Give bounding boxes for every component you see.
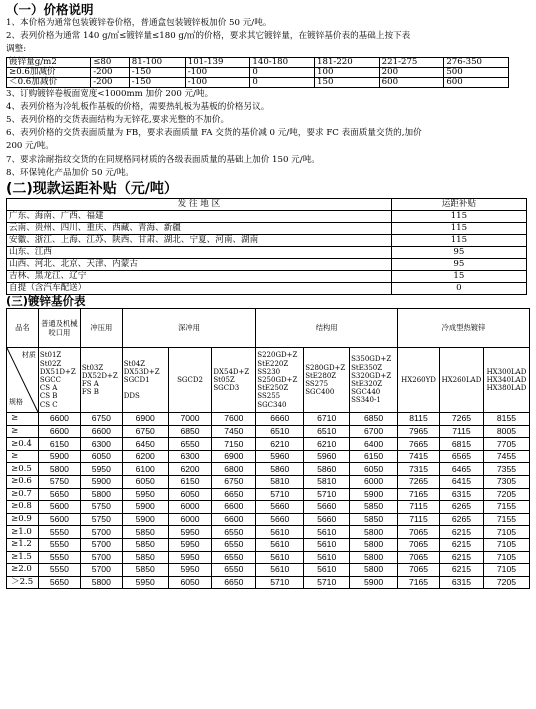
- thickness-cell: ＞2.5: [7, 576, 39, 589]
- price-row: [7, 438, 530, 451]
- price-cell: 7965: [398, 425, 440, 438]
- price-cell: 6215: [439, 526, 483, 539]
- price-row: [7, 576, 530, 589]
- price-row: [7, 450, 530, 463]
- material-cell: St03Z DX52D+Z FS A FS B: [80, 348, 122, 413]
- price-cell: 6550: [212, 564, 256, 577]
- price-cell: 7205: [483, 488, 529, 501]
- price-cell: 6550: [212, 551, 256, 564]
- price-cell: 6000: [350, 476, 398, 489]
- price-cell: 5660: [256, 513, 304, 526]
- price-cell: 6265: [439, 501, 483, 514]
- price-cell: 5700: [80, 526, 122, 539]
- price-cell: 7165: [398, 576, 440, 589]
- price-cell: 5800: [38, 463, 80, 476]
- freight-row: [7, 247, 527, 259]
- price-cell: 8155: [483, 413, 529, 426]
- thickness-cell: ≥: [7, 413, 39, 426]
- price-cell: 6750: [212, 476, 256, 489]
- thickness-cell: ≥: [7, 450, 39, 463]
- material-label: 材质: [21, 351, 36, 360]
- price-cell: 6210: [304, 438, 350, 451]
- material-cell: DX54D+Z St05Z SGCD3: [212, 348, 256, 413]
- price-cell: 7265: [439, 413, 483, 426]
- price-cell: 6650: [212, 576, 256, 589]
- freight-header-row: [7, 199, 527, 211]
- zinc-adjustment-table: [6, 57, 509, 88]
- price-cell: 5710: [256, 576, 304, 589]
- price-cell: 5610: [256, 551, 304, 564]
- price-cell: 7065: [398, 538, 440, 551]
- price-cell: 5610: [304, 551, 350, 564]
- price-cell: 6750: [122, 425, 168, 438]
- subsidy-cell: 115: [391, 223, 526, 235]
- price-cell: 5900: [80, 476, 122, 489]
- note-line: 4、表列价格为冷轧板作基板的价格，需要热轧板为基板的价格另议。: [6, 101, 270, 112]
- price-cell: 5710: [256, 488, 304, 501]
- price-cell: 5900: [38, 450, 80, 463]
- price-cell: 6215: [439, 564, 483, 577]
- price-cell: 5810: [304, 476, 350, 489]
- price-cell: 6600: [212, 513, 256, 526]
- note-line: 调整:: [6, 44, 27, 55]
- price-cell: 7665: [398, 438, 440, 451]
- price-cell: 6465: [439, 463, 483, 476]
- freight-row: [7, 259, 527, 271]
- price-cell: 5800: [80, 488, 122, 501]
- zinc-cell: ＜0.6加减价: [7, 77, 91, 87]
- thickness-cell: ≥0.7: [7, 488, 39, 501]
- zinc-cell: -100: [185, 67, 250, 77]
- price-cell: 5950: [168, 551, 212, 564]
- price-cell: 7155: [483, 501, 529, 514]
- price-cell: 6400: [350, 438, 398, 451]
- base-price-table: [6, 308, 530, 589]
- section3-title: (三)镀锌基价表: [6, 294, 86, 309]
- region-cell: 山西、河北、北京、天津、内蒙古: [7, 259, 392, 271]
- price-cell: 5750: [80, 513, 122, 526]
- price-cell: 6315: [439, 488, 483, 501]
- price-row: [7, 538, 530, 551]
- structural-header: 结构用: [256, 309, 398, 348]
- price-row: [7, 551, 530, 564]
- price-cell: 7450: [212, 425, 256, 438]
- price-cell: 6300: [80, 438, 122, 451]
- price-row: [7, 413, 530, 426]
- spec-label: 规格: [9, 397, 23, 406]
- region-cell: 自提（含汽车配送）: [7, 283, 392, 295]
- region-cell: 吉林、黑龙江、辽宁: [7, 271, 392, 283]
- price-cell: 6550: [212, 526, 256, 539]
- price-row: [7, 564, 530, 577]
- material-cell: St04Z DX53D+Z SGCD1 DDS: [122, 348, 168, 413]
- general-use-header: 普通及机械咬口用: [38, 309, 80, 348]
- note-line: 8、环保钝化产品加价 50 元/吨。: [6, 167, 134, 178]
- material-cell: SGCD2: [168, 348, 212, 413]
- price-cell: 7065: [398, 564, 440, 577]
- price-cell: 5660: [304, 513, 350, 526]
- price-cell: 5700: [80, 564, 122, 577]
- region-cell: 安徽、浙江、上海、江苏、陕西、甘肃、湖北、宁夏、河南、湖南: [7, 235, 392, 247]
- price-cell: 5600: [38, 501, 80, 514]
- price-cell: 5660: [256, 501, 304, 514]
- zinc-cell: -200: [91, 77, 130, 87]
- price-cell: 7315: [398, 463, 440, 476]
- price-cell: 7105: [483, 551, 529, 564]
- price-cell: 5850: [122, 564, 168, 577]
- price-cell: 5950: [80, 463, 122, 476]
- price-cell: 6900: [212, 450, 256, 463]
- price-cell: 5850: [122, 538, 168, 551]
- price-cell: 6200: [168, 463, 212, 476]
- section2-title: (二)现款运距补贴（元/吨）: [6, 181, 178, 198]
- region-header: 发 往 地 区: [7, 199, 392, 211]
- price-header-row: [7, 309, 530, 348]
- subsidy-cell: 95: [391, 259, 526, 271]
- region-cell: 山东、江西: [7, 247, 392, 259]
- price-cell: 6050: [168, 488, 212, 501]
- price-cell: 6050: [350, 463, 398, 476]
- freight-row: [7, 235, 527, 247]
- price-cell: 5900: [350, 488, 398, 501]
- material-row: [7, 348, 530, 413]
- price-cell: 6200: [122, 450, 168, 463]
- price-cell: 6150: [38, 438, 80, 451]
- price-cell: 5610: [256, 526, 304, 539]
- section1-title: （一）价格说明: [6, 2, 94, 17]
- price-cell: 5800: [350, 526, 398, 539]
- price-cell: 6800: [212, 463, 256, 476]
- price-cell: 6550: [168, 438, 212, 451]
- price-cell: 5610: [304, 538, 350, 551]
- price-cell: 7115: [439, 425, 483, 438]
- material-cell: S350GD+Z StE350Z S320GD+Z StE320Z SGC440 SS340-1: [350, 348, 398, 413]
- freight-row: [7, 211, 527, 223]
- price-cell: 5550: [38, 538, 80, 551]
- material-cell: S280GD+Z StE280Z SS275 SGC400: [304, 348, 350, 413]
- price-cell: 6050: [122, 476, 168, 489]
- price-cell: 7355: [483, 463, 529, 476]
- price-cell: 5960: [304, 450, 350, 463]
- price-cell: 7705: [483, 438, 529, 451]
- freight-row: [7, 283, 527, 295]
- price-cell: 6600: [212, 501, 256, 514]
- note-line: 200 元/吨。: [6, 141, 54, 152]
- price-cell: 5800: [80, 576, 122, 589]
- thickness-cell: ≥: [7, 425, 39, 438]
- zinc-cell: 600: [379, 77, 444, 87]
- price-cell: 6850: [350, 413, 398, 426]
- price-cell: 5860: [304, 463, 350, 476]
- price-cell: 5850: [350, 513, 398, 526]
- price-cell: 5750: [38, 476, 80, 489]
- price-cell: 7000: [168, 413, 212, 426]
- price-cell: 7265: [398, 476, 440, 489]
- subsidy-cell: 95: [391, 247, 526, 259]
- price-cell: 6660: [256, 413, 304, 426]
- deep-drawing-header: 深冲用: [122, 309, 256, 348]
- material-cell: S220GD+Z StE220Z SS230 S250GD+Z StE250Z SS255 SGC340: [256, 348, 304, 413]
- zinc-header-cell: 221-275: [379, 57, 444, 67]
- zinc-cell: ≥0.6加减价: [7, 67, 91, 77]
- price-cell: 5950: [168, 564, 212, 577]
- price-cell: 5700: [80, 551, 122, 564]
- thickness-cell: ≥0.9: [7, 513, 39, 526]
- subsidy-cell: 0: [391, 283, 526, 295]
- price-cell: 7065: [398, 551, 440, 564]
- price-cell: 5900: [350, 576, 398, 589]
- zinc-cell: -200: [91, 67, 130, 77]
- price-cell: 6315: [439, 576, 483, 589]
- price-cell: 5950: [122, 576, 168, 589]
- price-cell: 5810: [256, 476, 304, 489]
- note-line: 1、本价格为通常包装镀锌卷价格，普通盒包装镀锌板加价 50 元/吨。: [6, 18, 272, 28]
- thickness-cell: ≥1.2: [7, 538, 39, 551]
- price-rows: [7, 413, 530, 589]
- region-cell: 云南、贵州、四川、重庆、西藏、青海、新疆: [7, 223, 392, 235]
- price-cell: 6300: [168, 450, 212, 463]
- price-cell: 5710: [304, 576, 350, 589]
- price-cell: 6600: [80, 425, 122, 438]
- section1-notes2: [6, 88, 530, 180]
- price-cell: 5950: [122, 488, 168, 501]
- subsidy-cell: 15: [391, 271, 526, 283]
- zinc-cell: 500: [444, 67, 509, 77]
- price-cell: 7205: [483, 576, 529, 589]
- price-cell: 5850: [122, 526, 168, 539]
- zinc-cell: -150: [129, 67, 185, 77]
- price-cell: 5950: [168, 538, 212, 551]
- price-cell: 6215: [439, 551, 483, 564]
- price-cell: 6050: [80, 450, 122, 463]
- price-cell: 6510: [304, 425, 350, 438]
- price-row: [7, 488, 530, 501]
- zinc-header-cell: 101-139: [185, 57, 250, 67]
- thickness-cell: ≥0.6: [7, 476, 39, 489]
- zinc-cell: 0: [250, 77, 315, 87]
- price-cell: 5610: [256, 564, 304, 577]
- price-cell: 6900: [122, 413, 168, 426]
- price-row: [7, 425, 530, 438]
- price-cell: 5610: [304, 526, 350, 539]
- price-cell: 5700: [80, 538, 122, 551]
- price-cell: 7155: [483, 513, 529, 526]
- price-cell: 5660: [304, 501, 350, 514]
- price-cell: 8005: [483, 425, 529, 438]
- freight-subsidy-table: [6, 198, 527, 295]
- price-cell: 6450: [122, 438, 168, 451]
- price-cell: 6650: [212, 488, 256, 501]
- price-cell: 6150: [168, 476, 212, 489]
- price-cell: 6850: [168, 425, 212, 438]
- thickness-cell: ≥0.4: [7, 438, 39, 451]
- price-cell: 5800: [350, 538, 398, 551]
- material-cell: St01Z St02Z DX51D+Z SGCC CS A CS B CS C: [38, 348, 80, 413]
- price-cell: 7105: [483, 564, 529, 577]
- price-cell: 6100: [122, 463, 168, 476]
- material-cell: HX260LAD: [439, 348, 483, 413]
- price-row: [7, 463, 530, 476]
- note-line: 5、表列价格的交货表面结构为无锌花,要求光整的不加价。: [6, 115, 230, 126]
- price-cell: 5550: [38, 526, 80, 539]
- zinc-header-cell: 140-180: [250, 57, 315, 67]
- zinc-header-cell: ≤80: [91, 57, 130, 67]
- price-cell: 6815: [439, 438, 483, 451]
- subsidy-header: 运距补贴: [391, 199, 526, 211]
- freight-row: [7, 271, 527, 283]
- price-cell: 6600: [38, 413, 80, 426]
- zinc-header-row: [7, 57, 509, 67]
- zinc-header-cell: 81-100: [129, 57, 185, 67]
- price-cell: 6050: [168, 576, 212, 589]
- note-line: 6、表列价格的交货表面质量为 FB，要求表面质量 FA 交货的基价减 0 元/吨，要求 FC 表面质量交货的,加价: [6, 128, 422, 139]
- price-cell: 5550: [38, 564, 80, 577]
- price-row: [7, 501, 530, 514]
- price-cell: 5550: [38, 551, 80, 564]
- price-cell: 7455: [483, 450, 529, 463]
- price-cell: 6415: [439, 476, 483, 489]
- material-spec-diagonal-cell: [7, 348, 39, 413]
- thickness-cell: ≥2.0: [7, 564, 39, 577]
- stamping-header: 冲压用: [80, 309, 122, 348]
- subsidy-cell: 115: [391, 211, 526, 223]
- price-cell: 5960: [256, 450, 304, 463]
- price-cell: 5650: [38, 576, 80, 589]
- price-cell: 6550: [212, 538, 256, 551]
- price-cell: 6265: [439, 513, 483, 526]
- price-cell: 5900: [122, 513, 168, 526]
- zinc-cell: -100: [185, 77, 250, 87]
- zinc-cell: 200: [379, 67, 444, 77]
- zinc-cell: 100: [315, 67, 380, 77]
- price-cell: 5610: [256, 538, 304, 551]
- price-cell: 5600: [38, 513, 80, 526]
- price-cell: 6600: [38, 425, 80, 438]
- price-cell: 6215: [439, 538, 483, 551]
- price-cell: 7150: [212, 438, 256, 451]
- zinc-header-cell: 181-220: [315, 57, 380, 67]
- price-cell: 5650: [38, 488, 80, 501]
- price-cell: 5800: [350, 564, 398, 577]
- price-cell: 8115: [398, 413, 440, 426]
- price-cell: 7065: [398, 526, 440, 539]
- price-cell: 5710: [304, 488, 350, 501]
- price-cell: 7115: [398, 513, 440, 526]
- price-cell: 5850: [350, 501, 398, 514]
- region-cell: 广东、海南、广西、福建: [7, 211, 392, 223]
- price-cell: 5860: [256, 463, 304, 476]
- price-cell: 6210: [256, 438, 304, 451]
- zinc-cell: 0: [250, 67, 315, 77]
- note-line: 7、要求涂耐指纹交货的在同规格同材质的各级表面质量的基础上加价 150 元/吨。: [6, 154, 320, 165]
- cold-formed-header: 冷成型热镀锌: [398, 309, 530, 348]
- price-cell: 6150: [350, 450, 398, 463]
- zinc-cell: -150: [129, 77, 185, 87]
- price-cell: 6000: [168, 513, 212, 526]
- price-row: [7, 526, 530, 539]
- price-cell: 6000: [168, 501, 212, 514]
- note-line: 3、订购镀锌卷板面宽度<1000mm 加价 200 元/吨。: [6, 88, 214, 99]
- price-cell: 7415: [398, 450, 440, 463]
- price-cell: 7600: [212, 413, 256, 426]
- price-cell: 7105: [483, 538, 529, 551]
- price-cell: 5900: [122, 501, 168, 514]
- zinc-cell: 150: [315, 77, 380, 87]
- price-cell: 7305: [483, 476, 529, 489]
- thickness-cell: ≥0.8: [7, 501, 39, 514]
- subsidy-cell: 115: [391, 235, 526, 247]
- price-cell: 5850: [122, 551, 168, 564]
- freight-row: [7, 223, 527, 235]
- price-cell: 6565: [439, 450, 483, 463]
- price-cell: 6710: [304, 413, 350, 426]
- zinc-cell: 600: [444, 77, 509, 87]
- material-cell: HX260YD: [398, 348, 440, 413]
- price-cell: 7115: [398, 501, 440, 514]
- zinc-row: [7, 67, 509, 77]
- price-row: [7, 513, 530, 526]
- note-line: 2、表列价格为通常 140 g/㎡≤镀锌量≤180 g/㎡的价格，要求其它镀锌量，在镀锌基价表的基础上按下表: [6, 31, 411, 42]
- price-cell: 6700: [350, 425, 398, 438]
- price-cell: 7105: [483, 526, 529, 539]
- product-header: 品名: [7, 309, 39, 348]
- price-cell: 5950: [168, 526, 212, 539]
- price-cell: 5800: [350, 551, 398, 564]
- price-cell: 6510: [256, 425, 304, 438]
- zinc-header-cell: 镀锌量g/m2: [7, 57, 91, 67]
- thickness-cell: ≥0.5: [7, 463, 39, 476]
- price-cell: 5610: [304, 564, 350, 577]
- price-row: [7, 476, 530, 489]
- zinc-row: [7, 77, 509, 87]
- material-cell: HX300LAD HX340LAD HX380LAD: [483, 348, 529, 413]
- price-cell: 5750: [80, 501, 122, 514]
- zinc-header-cell: 276-350: [444, 57, 509, 67]
- price-cell: 6750: [80, 413, 122, 426]
- price-cell: 7165: [398, 488, 440, 501]
- thickness-cell: ≥1.0: [7, 526, 39, 539]
- thickness-cell: ≥1.5: [7, 551, 39, 564]
- section1-notes: [6, 17, 530, 57]
